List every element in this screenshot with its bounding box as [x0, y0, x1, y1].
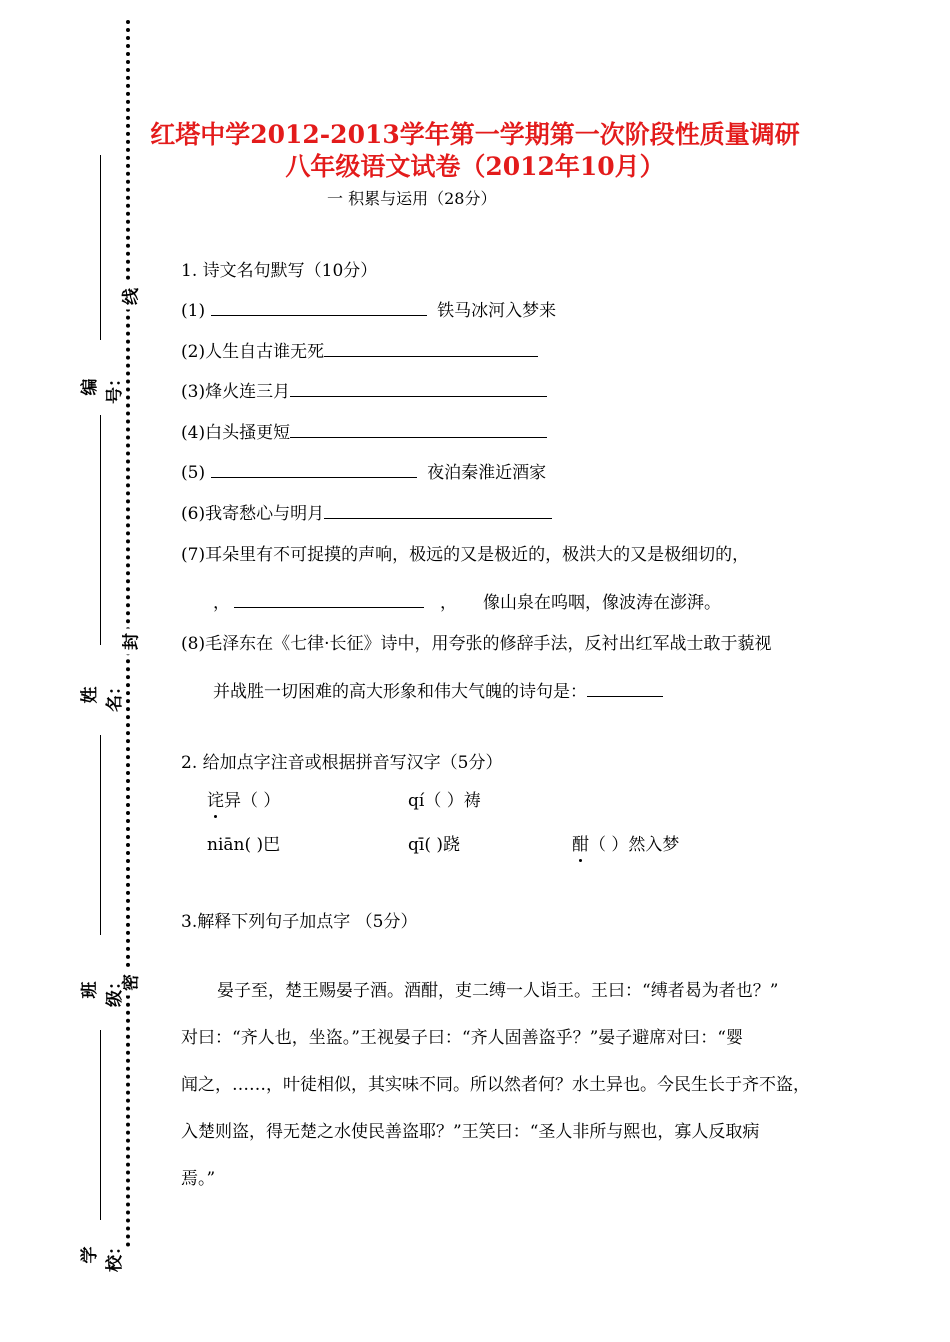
- item-text: niān( )巴: [207, 835, 281, 855]
- dotted-char: 诧: [207, 791, 224, 811]
- answer-blank[interactable]: [324, 338, 538, 357]
- item-text: 异（ ）: [224, 791, 281, 811]
- item-number: (1): [181, 301, 206, 321]
- item-text: 像山泉在呜咽，像波涛在澎湃。: [483, 593, 721, 613]
- item-text: 夜泊秦淮近酒家: [427, 463, 547, 483]
- q1-item-8-line1: (8)毛泽东在《七律·长征》诗中，用夸张的修辞手法，反衬出红军战士敢于藐视: [181, 634, 772, 654]
- class-label: 班级：: [80, 973, 125, 1007]
- section-heading: 一 积累与运用（28分）: [327, 189, 497, 208]
- passage-line-1: 晏子至，楚王赐晏子酒。酒酣，吏二缚一人诣王。王曰：“缚者曷为者也？”: [217, 981, 779, 1001]
- q2-item-2: [408, 786, 481, 811]
- id-label: 编号：: [80, 370, 125, 404]
- school-label: 学校：: [80, 1238, 125, 1272]
- item-text: qī( )跷: [408, 835, 460, 855]
- class-underline: [100, 735, 101, 935]
- answer-blank[interactable]: [587, 678, 663, 697]
- item-text: ，: [213, 593, 230, 613]
- seal-word-secret: 密: [117, 970, 142, 996]
- answer-blank[interactable]: [211, 297, 427, 316]
- school-underline: [100, 1030, 101, 1220]
- item-text: （ ）然入梦: [589, 835, 680, 855]
- item-text: 我寄愁心与明月: [205, 504, 325, 524]
- passage-line-4: 入楚则盗，得无楚之水使民善盗耶？”王笑曰：“圣人非所与熙也，寡人反取病: [181, 1122, 760, 1142]
- answer-blank[interactable]: [290, 378, 547, 397]
- q1-item-7-line1: (7)耳朵里有不可捉摸的声响，极远的又是极近的，极洪大的又是极细切的，: [181, 545, 750, 565]
- passage-line-2: 对曰：“齐人也，坐盗。”王视晏子曰：“齐人固善盗乎？”晏子避席对曰：“婴: [181, 1028, 743, 1048]
- item-number: (5): [181, 463, 206, 483]
- passage-line-5: 焉。”: [181, 1169, 216, 1189]
- passage-line-3: 闻之，……，叶徒相似，其实味不同。所以然者何？水土异也。今民生长于齐不盗，: [181, 1075, 810, 1095]
- item-number: (3): [181, 382, 206, 402]
- q3-heading: 3.解释下列句子加点字 （5分）: [181, 912, 418, 932]
- name-underline: [100, 415, 101, 645]
- answer-blank[interactable]: [211, 459, 417, 478]
- answer-blank[interactable]: [324, 500, 552, 519]
- q1-item-3: [181, 377, 547, 402]
- q1-item-6: [181, 499, 552, 524]
- q1-item-2: [181, 337, 538, 362]
- item-number: (4): [181, 423, 206, 443]
- item-text: 并战胜一切困难的高大形象和伟大气魄的诗句是：: [213, 682, 587, 702]
- item-text: 烽火连三月: [205, 382, 291, 402]
- item-number: (2): [181, 342, 206, 362]
- q1-item-4: [181, 418, 547, 443]
- item-text: 白头搔更短: [205, 423, 291, 443]
- item-text: qí（ ）祷: [408, 791, 481, 811]
- item-number: (6): [181, 504, 206, 524]
- q1-item-5: [181, 458, 546, 483]
- dotted-char: 酣: [572, 835, 589, 855]
- q1-item-8-line2: [213, 677, 663, 702]
- q1-item-1: [181, 296, 556, 321]
- item-text: 铁马冰河入梦来: [437, 301, 557, 321]
- q2-item-4: [408, 830, 460, 855]
- q2-heading: 2. 给加点字注音或根据拼音写汉字（5分）: [181, 753, 503, 773]
- answer-blank[interactable]: [290, 419, 547, 438]
- exam-title: 红塔中学2012-2013学年第一学期第一次阶段性质量调研: [150, 120, 800, 149]
- item-text: ，: [440, 593, 457, 613]
- seal-word-seal: 封: [117, 629, 142, 655]
- exam-subtitle: 八年级语文试卷（2012年10月）: [285, 152, 665, 181]
- q1-heading: 1. 诗文名句默写（10分）: [181, 261, 378, 281]
- item-text: 人生自古谁无死: [205, 342, 325, 362]
- q2-item-5: [572, 830, 679, 855]
- q2-item-3: [207, 830, 280, 855]
- q1-item-7-line2: [213, 588, 721, 613]
- answer-blank[interactable]: [234, 589, 424, 608]
- q2-item-1: [207, 786, 280, 811]
- seal-word-line: 线: [117, 284, 142, 310]
- name-label: 姓名：: [80, 678, 125, 712]
